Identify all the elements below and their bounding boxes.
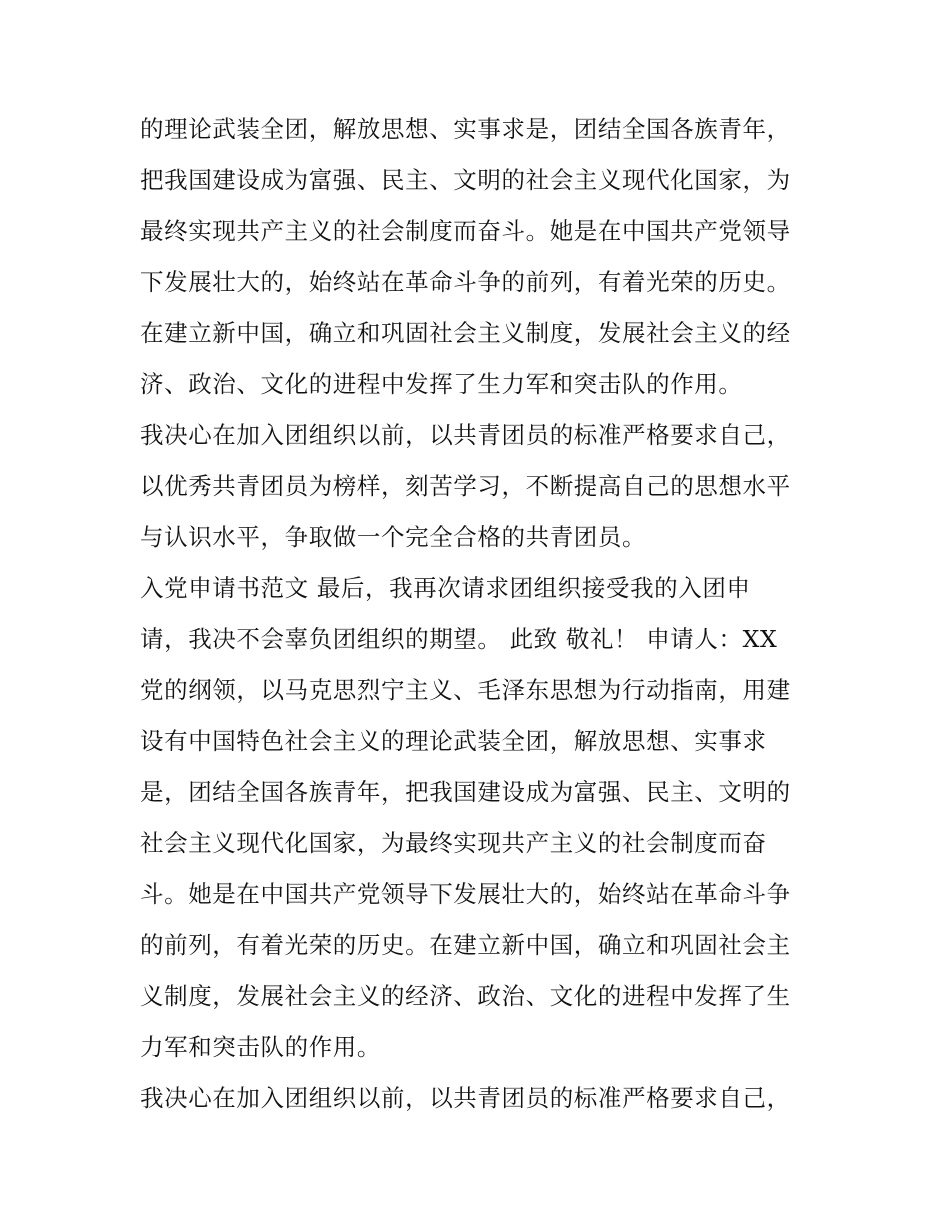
text-line: 我决心在加入团组织以前，以共青团员的标准严格要求自己， — [140, 1084, 791, 1112]
text-line: 在建立新中国，确立和巩固社会主义制度，发展社会主义的经 — [140, 319, 791, 347]
text-line: 我决心在加入团组织以前，以共青团员的标准严格要求自己， — [140, 421, 791, 449]
text-line: 党的纲领，以马克思烈宁主义、毛泽东思想为行动指南，用建 — [140, 676, 791, 704]
text-line: 设有中国特色社会主义的理论武装全团，解放思想、实事求 — [140, 727, 767, 755]
text-line: 以优秀共青团员为榜样，刻苦学习，不断提高自己的思想水平 — [140, 472, 791, 500]
text-line: 把我国建设成为富强、民主、文明的社会主义现代化国家，为 — [140, 166, 791, 194]
text-line: 的理论武装全团，解放思想、实事求是，团结全国各族青年， — [140, 115, 791, 143]
text-line: 与认识水平，争取做一个完全合格的共青团员。 — [140, 523, 647, 551]
text-line: 的前列，有着光荣的历史。在建立新中国，确立和巩固社会主 — [140, 931, 791, 959]
text-line: 是，团结全国各族青年，把我国建设成为富强、民主、文明的 — [140, 778, 791, 806]
text-line: 请，我决不会辜负团组织的期望。 此致 敬礼！ 申请人：XX — [140, 625, 778, 653]
text-line: 义制度，发展社会主义的经济、政治、文化的进程中发挥了生 — [140, 982, 791, 1010]
text-line: 力军和突击队的作用。 — [140, 1033, 381, 1061]
text-line: 入党申请书范文 最后，我再次请求团组织接受我的入团申 — [140, 574, 751, 602]
text-line: 下发展壮大的，始终站在革命斗争的前列，有着光荣的历史。 — [140, 268, 791, 296]
document-body — [140, 104, 820, 1124]
text-line: 社会主义现代化国家，为最终实现共产主义的社会制度而奋 — [140, 829, 767, 857]
text-line: 济、政治、文化的进程中发挥了生力军和突击队的作用。 — [140, 370, 743, 398]
text-line: 斗。她是在中国共产党领导下发展壮大的，始终站在革命斗争 — [140, 880, 791, 908]
text-line: 最终实现共产主义的社会制度而奋斗。她是在中国共产党领导 — [140, 217, 791, 245]
